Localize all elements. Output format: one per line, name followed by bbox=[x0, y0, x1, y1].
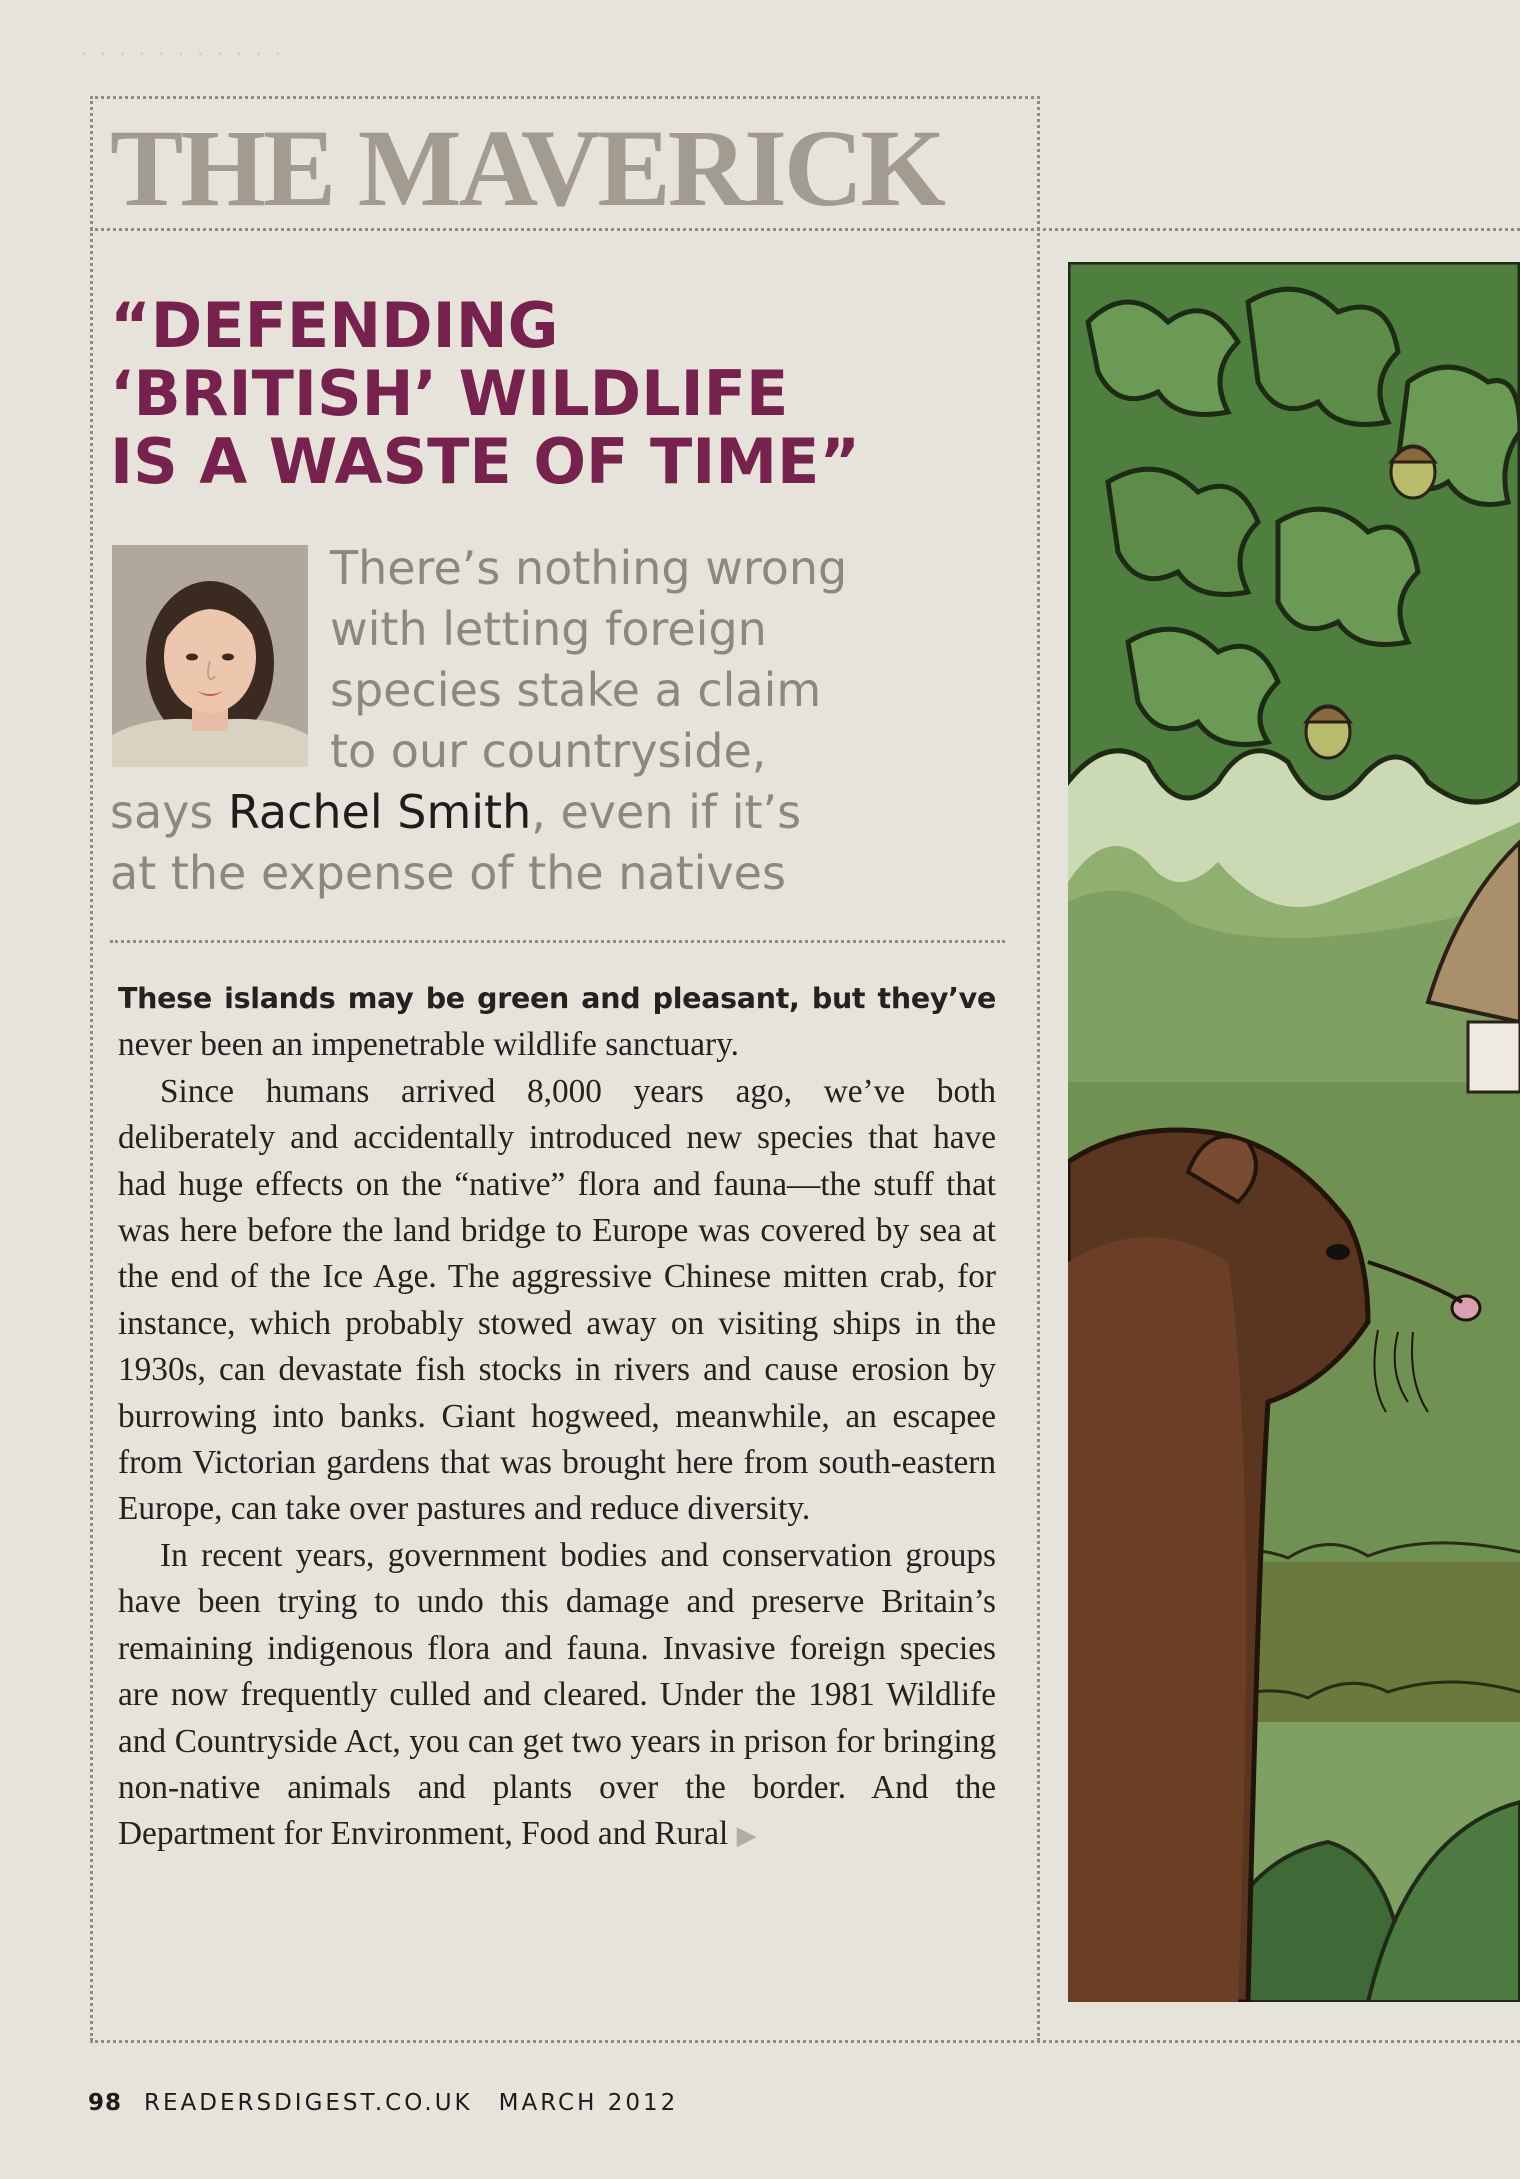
standfirst-line-rest: , even if it’s bbox=[531, 785, 802, 839]
standfirst-line: at the expense of the natives bbox=[110, 846, 786, 900]
page-number: 98 bbox=[88, 2090, 123, 2116]
footer-issue: MARCH 2012 bbox=[498, 2090, 679, 2116]
standfirst-line: with letting foreign bbox=[330, 602, 767, 656]
article-paragraph bbox=[118, 975, 996, 1069]
article-body bbox=[118, 975, 996, 1860]
page-footer bbox=[88, 2090, 678, 2116]
standfirst-byline bbox=[110, 782, 1010, 843]
lead-in: These islands may be green and pleasant, but they’ve bbox=[118, 982, 996, 1015]
paragraph-text: In recent years, government bodies and conservation groups have been trying to undo this damage and preserve Britain’s remaining indigenous flora and fauna. Invasive foreign species are now frequently culled and cleared. Under the 1981 Wildlife and Countryside Act, you can get two years in prison for bringing non-native animals and plants over the border. And the Department for Environment, Food and Rural bbox=[118, 1536, 996, 1853]
section-title: THE MAVERICK bbox=[110, 107, 943, 229]
continue-arrow-icon: ▶ bbox=[736, 1821, 757, 1851]
headline bbox=[110, 289, 1010, 498]
frame-right-rule bbox=[1037, 96, 1040, 2041]
standfirst bbox=[110, 538, 1010, 904]
article-paragraph bbox=[118, 1533, 996, 1860]
footer-site: READERSDIGEST.CO.UK bbox=[144, 2090, 473, 2116]
standfirst-line: species stake a claim bbox=[330, 663, 822, 717]
standfirst-divider bbox=[110, 940, 1005, 943]
says-text: says bbox=[110, 785, 228, 839]
woodland-mink-illustration bbox=[1068, 262, 1520, 2002]
author-name: Rachel Smith bbox=[227, 785, 532, 839]
paragraph-text: never been an impenetrable wildlife sanctuary. bbox=[118, 1026, 739, 1064]
frame-top-rule bbox=[90, 96, 1040, 99]
facing-page-show-through: · · · · · · · · · · · bbox=[80, 40, 285, 65]
frame-bottom-rule bbox=[90, 2040, 1520, 2043]
illustration bbox=[1068, 262, 1520, 2002]
standfirst-line: to our countryside, bbox=[330, 724, 767, 778]
headline-line: IS A WASTE OF TIME” bbox=[110, 425, 861, 498]
headline-line: “DEFENDING bbox=[110, 289, 559, 362]
standfirst-line: There’s nothing wrong bbox=[330, 541, 848, 595]
frame-left-rule bbox=[90, 96, 93, 2041]
headline-line: ‘BRITISH’ WILDLIFE bbox=[110, 357, 789, 430]
article-paragraph: Since humans arrived 8,000 years ago, we’ve both deliberately and accidentally introduced new species that have had huge effects on the “native” flora and fauna—the stuff that was here before the land bridge to Europe was covered by sea at the end of the Ice Age. The aggressive Chinese mitten crab, for instance, which probably stowed away on visiting ships in the 1930s, can devastate fish stocks in rivers and cause erosion by burrowing into banks. Giant hogweed, meanwhile, an escapee from Victorian gardens that was brought here from south-eastern Europe, can take over pastures and reduce diversity. bbox=[118, 1072, 996, 1528]
